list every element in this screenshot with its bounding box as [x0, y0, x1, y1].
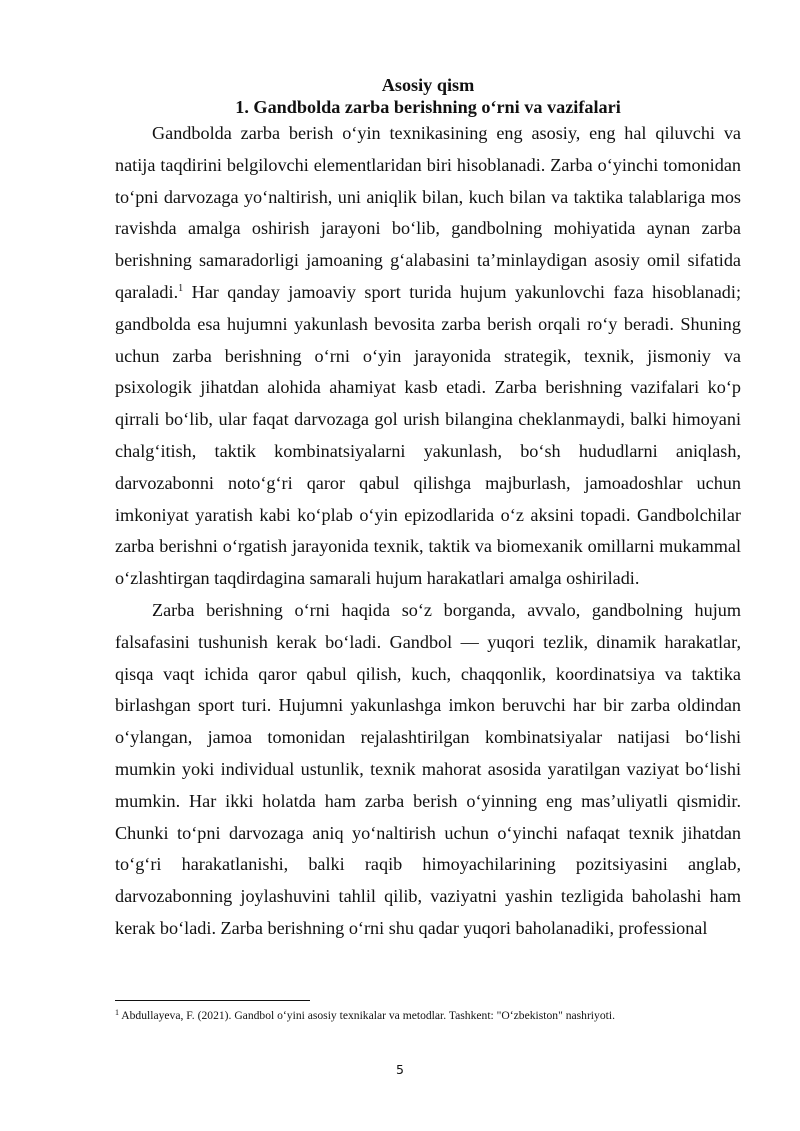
- footnote-number: 1: [115, 1008, 119, 1017]
- body-paragraph-1: [115, 118, 741, 595]
- page-number: 5: [396, 1062, 404, 1077]
- body-paragraph-2: Zarba berishning o‘rni haqida so‘z borganda, avvalo, gandbolning hujum falsafasini tushunish kerak bo‘ladi. Gandbol — yuqori tezlik, dinamik harakatlar, qisqa vaqt ichida qaror qabul qilish, kuch, chaqqonlik, koordinatsiya va taktika birlashgan sport turi. Hujumni yakunlashga imkon beruvchi har bir zarba oldindan o‘ylangan, jamoa tomonidan rejalashtirilgan kombinatsiyalar natijasi bo‘lishi mumkin yoki individual ustunlik, texnik mahorat asosida yaratilgan vaziyat bo‘lishi mumkin. Har ikki holatda ham zarba berish o‘yinning eng mas’uliyatli qismidir. Chunki to‘pni darvozaga aniq yo‘naltirish uchun o‘yinchi nafaqat texnik jihatdan to‘g‘ri harakatlanishi, balki raqib himoyachilarining pozitsiyasini anglab, darvozabonning joylashuvini tahlil qilib, vaziyatni yashin tezligida baholashi ham kerak bo‘ladi. Zarba berishning o‘rni shu qadar yuqori baholanadiki, professional: [115, 599, 741, 938]
- page-body: [115, 74, 741, 945]
- paragraph-1-text-before-ref: Gandbolda zarba berish o‘yin texnikasining eng asosiy, eng hal qiluvchi va natija taqdirini belgilovchi elementlaridan biri hisoblanadi. Zarba o‘yinchi tomonidan to‘pni darvozaga yo‘naltirish, uni aniqlik bilan, kuch bilan va taktika talablariga mos ravishda amalga oshirish jarayoni bo‘lib, gandbolning mohiyatida aynan zarba berishning samaradorligi jamoaning g‘alabasini ta’minlaydigan asosiy omil sifatida qaraladi.: [115, 123, 741, 302]
- footnote-reference[interactable]: 1: [178, 282, 184, 294]
- section-title: Asosiy qism: [381, 75, 475, 95]
- footnote: [115, 1008, 745, 1024]
- footnote-text: Abdullayeva, F. (2021). Gandbol o‘yini asosiy texnikalar va metodlar. Tashkent: "O‘zbekiston" nashriyoti.: [119, 1009, 615, 1022]
- paragraph-1-text-after-ref: Har qanday jamoaviy sport turida hujum yakunlovchi faza hisoblanadi; gandbolda esa hujumni yakunlash bevosita zarba berish orqali ro‘y beradi. Shuning uchun zarba berishning o‘rni o‘yin jarayonida strategik, texnik, jismoniy va psixologik jihatdan alohida ahamiyat kasb etadi. Zarba berishning vazifalari ko‘p qirrali bo‘lib, ular faqat darvozaga gol urish bilangina cheklanmaydi, balki himoyani chalg‘itish, taktik kombinatsiyalarni yakunlash, bo‘sh hududlarni aniqlash, darvozabonni noto‘g‘ri qaror qabul qilishga majburlash, jamoadoshlar uchun imkoniyat yaratish kabi ko‘plab o‘yin epizodlarida o‘z aksini topadi. Gandbolchilar zarba berishni o‘rgatish jarayonida texnik, taktik va biomexanik omillarni mukammal o‘zlashtirgan taqdirdagina samarali hujum harakatlari amalga oshiriladi.: [115, 281, 741, 589]
- footnote-separator: [115, 1000, 310, 1001]
- chapter-title: 1. Gandbolda zarba berishning o‘rni va vazifalari: [235, 97, 621, 117]
